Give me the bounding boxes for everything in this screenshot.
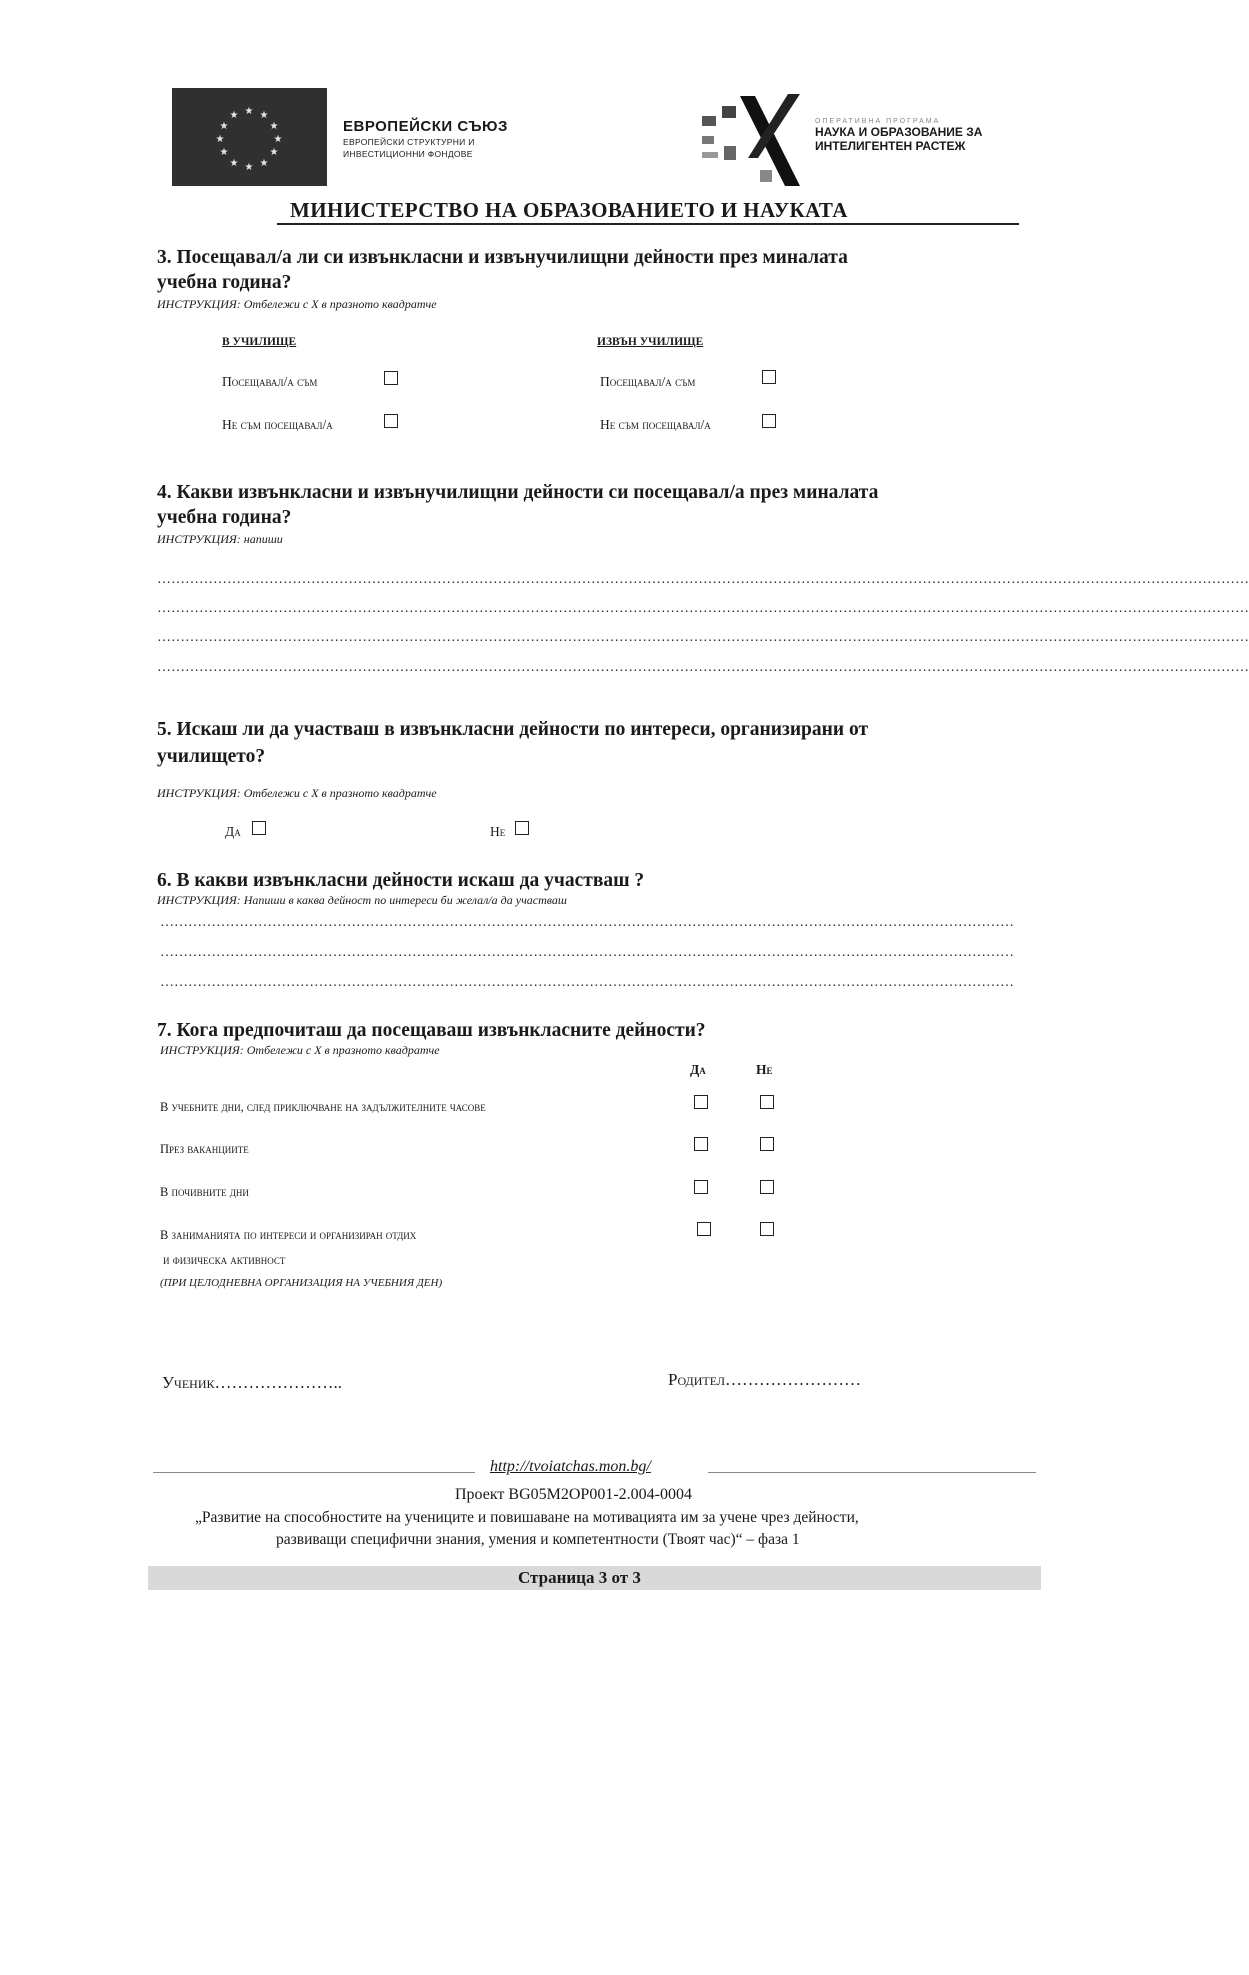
svg-text:★: ★ (229, 110, 239, 121)
q7-row2-no-checkbox[interactable] (760, 1137, 774, 1155)
q4-answer-line[interactable]: ……………………………………………………………………………………………………………………………………………………………………………………………………………… (157, 572, 1249, 587)
q3-instruction: ИНСТРУКЦИЯ: Отбележи с Х в празното квадратче (157, 297, 437, 311)
footer-url-link[interactable]: http://tvoiatchas.mon.bg/ (490, 1458, 651, 1475)
footer-line-right (708, 1472, 1036, 1473)
q7-row-note: (ПРИ ЦЕЛОДНЕВНА ОРГАНИЗАЦИЯ НА УЧЕБНИЯ ДЕН) (160, 1277, 443, 1289)
svg-text:★: ★ (215, 134, 225, 145)
q7-title: 7. Кога предпочиташ да посещаваш извънкласните дейности? (157, 1020, 706, 1041)
parent-signature-field[interactable]: Родител…………………… (668, 1370, 862, 1389)
q3-outside-attended-label: Посещавал/а съм (600, 374, 696, 389)
q6-instruction: ИНСТРУКЦИЯ: Напиши в каква дейност по интереси би желал/а да участваш (157, 893, 567, 907)
footer-project-code: Проект BG05M2OP001-2.004-0004 (455, 1486, 692, 1503)
eu-subtitle-2: ИНВЕСТИЦИОННИ ФОНДОВЕ (343, 149, 473, 159)
page-number: Страница 3 от 3 (518, 1568, 641, 1587)
svg-text:★: ★ (219, 147, 229, 158)
q3-title-line2: учебна година? (157, 272, 292, 293)
q5-yes-checkbox[interactable] (252, 821, 266, 839)
op-program-text (815, 118, 982, 153)
svg-text:★: ★ (269, 147, 279, 158)
svg-text:★: ★ (244, 162, 254, 173)
q3-school-attended-label: Посещавал/а съм (222, 374, 318, 389)
svg-text:★: ★ (259, 158, 269, 169)
q3-outside-not-attended-label: Не съм посещавал/а (600, 417, 711, 432)
q7-row2-yes-checkbox[interactable] (694, 1137, 708, 1155)
q3-school-attended-checkbox[interactable] (384, 371, 398, 389)
op-program-logo (700, 86, 820, 188)
q5-instruction: ИНСТРУКЦИЯ: Отбележи с Х в празното квадратче (157, 786, 437, 800)
ministry-title: МИНИСТЕРСТВО НА ОБРАЗОВАНИЕТО И НАУКАТА (290, 198, 848, 222)
q4-title-line1: 4. Какви извънкласни и извънучилищни дейности си посещавал/а през миналата (157, 482, 879, 503)
q5-yes-label: Да (225, 824, 241, 839)
q7-row3-no-checkbox[interactable] (760, 1180, 774, 1198)
op-program-label: ОПЕРАТИВНА ПРОГРАМА (815, 118, 941, 125)
q4-title-line2: учебна година? (157, 507, 292, 528)
eu-logo-text (343, 118, 508, 159)
q7-no-header: Не (756, 1062, 773, 1077)
footer-description-2: развиващи специфични знания, умения и компетентности (Твоят час)“ – фаза 1 (276, 1531, 800, 1548)
q6-title: 6. В какви извънкласни дейности искаш да участваш ? (157, 870, 645, 891)
q7-row4-yes-checkbox[interactable] (697, 1222, 711, 1240)
q4-answer-line[interactable]: ……………………………………………………………………………………………………………………………………………………………………………………………………………… (157, 630, 1249, 645)
svg-text:★: ★ (259, 110, 269, 121)
q7-row-label: През ваканциите (160, 1142, 249, 1156)
q7-row1-yes-checkbox[interactable] (694, 1095, 708, 1113)
q3-outside-attended-checkbox[interactable] (762, 370, 776, 388)
q3-school-not-attended-label: Не съм посещавал/а (222, 417, 333, 432)
eu-title: ЕВРОПЕЙСКИ СЪЮЗ (343, 118, 508, 135)
q5-title-line1: 5. Искаш ли да участваш в извънкласни дейности по интереси, организирани от (157, 719, 869, 740)
footer-line-left (153, 1472, 475, 1473)
q5-title-line2: училището? (157, 746, 266, 767)
q3-title-line1: 3. Посещавал/а ли си извънкласни и извънучилищни дейности през миналата (157, 247, 848, 268)
q7-instruction: ИНСТРУКЦИЯ: Отбележи с Х в празното квадратче (160, 1043, 440, 1057)
q7-row-label-line2: и физическа активност (163, 1253, 286, 1267)
q3-column-in-school: В УЧИЛИЩЕ (222, 336, 297, 348)
q7-row4-no-checkbox[interactable] (760, 1222, 774, 1240)
op-program-title-2: ИНТЕЛИГЕНТЕН РАСТЕЖ (815, 139, 966, 153)
q7-row-label: В почивните дни (160, 1185, 249, 1199)
q6-answer-line[interactable]: ………………………………………………………………………………………………………………………………………………………………… (160, 915, 1014, 930)
q7-row3-yes-checkbox[interactable] (694, 1180, 708, 1198)
q6-answer-line[interactable]: ………………………………………………………………………………………………………………………………………………………………… (160, 975, 1014, 990)
q7-row-label: В учебните дни, след приключване на задължителните часове (160, 1100, 486, 1114)
svg-text:★: ★ (273, 134, 283, 145)
q5-no-label: Не (490, 824, 506, 839)
svg-text:★: ★ (244, 106, 254, 117)
header-divider (277, 223, 1019, 225)
q3-school-not-attended-checkbox[interactable] (384, 414, 398, 432)
q7-row1-no-checkbox[interactable] (760, 1095, 774, 1113)
q7-yes-header: Да (690, 1062, 706, 1077)
q3-outside-not-attended-checkbox[interactable] (762, 414, 776, 432)
eu-subtitle-1: ЕВРОПЕЙСКИ СТРУКТУРНИ И (343, 137, 475, 147)
q4-answer-line[interactable]: ……………………………………………………………………………………………………………………………………………………………………………………………………………… (157, 601, 1249, 616)
q4-instruction: ИНСТРУКЦИЯ: напиши (157, 532, 283, 546)
q4-answer-line[interactable]: ……………………………………………………………………………………………………………………………………………………………………………………………………………… (157, 660, 1249, 675)
q6-answer-line[interactable]: ………………………………………………………………………………………………………………………………………………………………… (160, 945, 1014, 960)
op-program-title-1: НАУКА И ОБРАЗОВАНИЕ ЗА (815, 125, 983, 139)
svg-text:★: ★ (229, 158, 239, 169)
svg-text:★: ★ (219, 121, 229, 132)
student-signature-field[interactable]: Ученик………………….. (162, 1373, 343, 1392)
q5-no-checkbox[interactable] (515, 821, 529, 839)
svg-text:★: ★ (269, 121, 279, 132)
q7-row-label: В заниманията по интереси и организиран отдих (160, 1228, 417, 1242)
eu-flag-logo (172, 88, 327, 186)
q3-column-out-of-school: ИЗВЪН УЧИЛИЩЕ (597, 336, 704, 348)
footer-description-1: „Развитие на способностите на учениците и повишаване на мотивацията им за учене чрез дейности, (195, 1509, 859, 1526)
